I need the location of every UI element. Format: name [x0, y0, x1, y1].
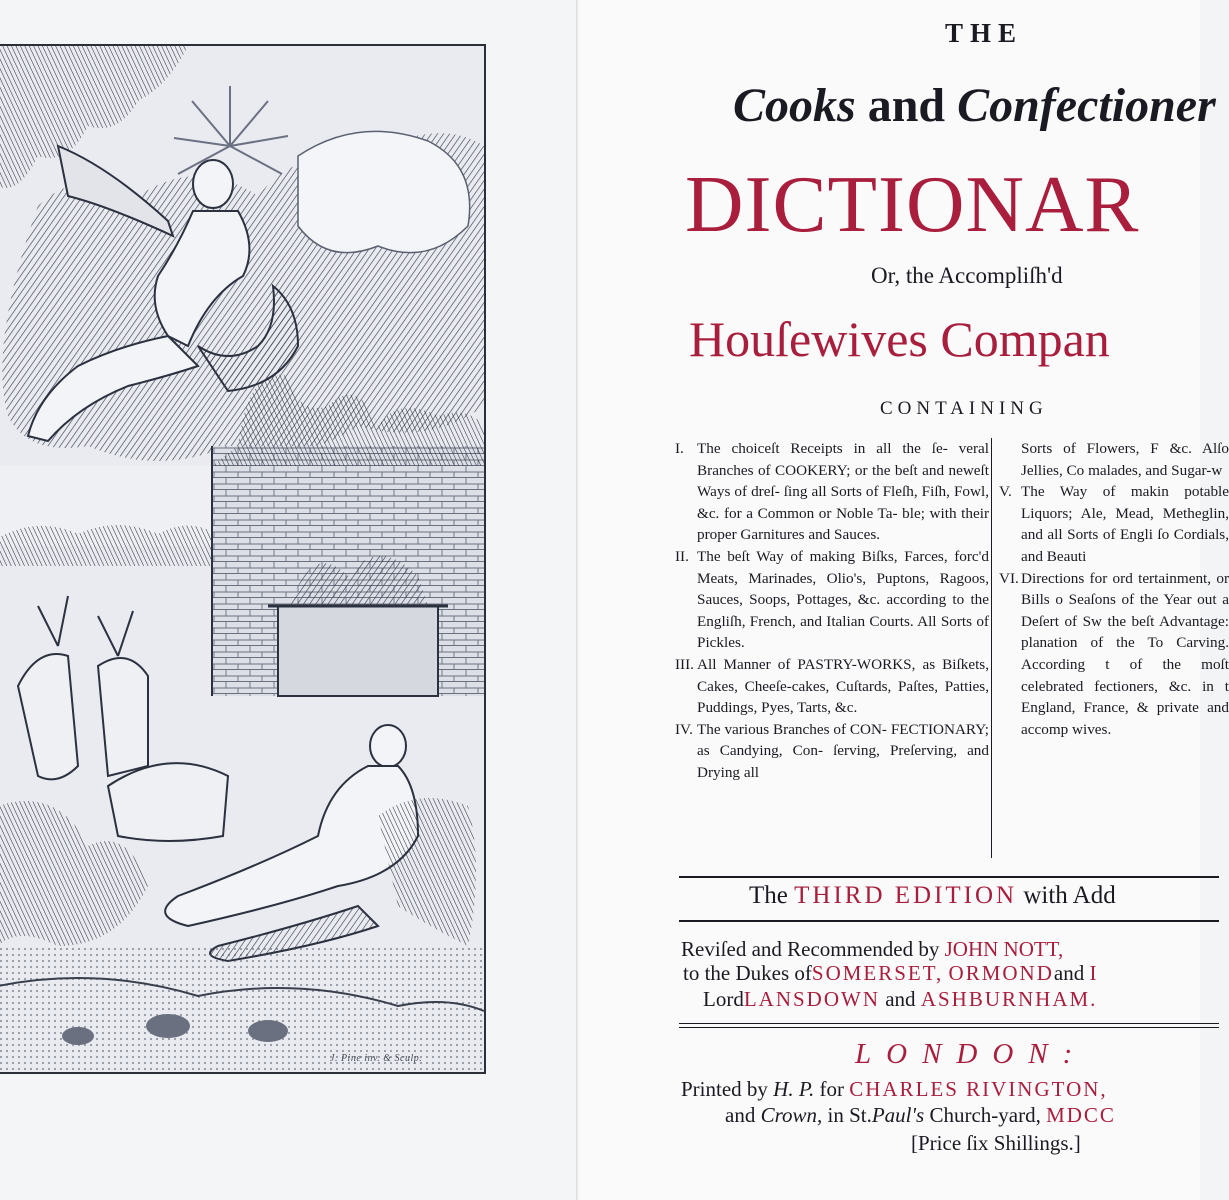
revised-by-line: Reviſed and Recommended by JOHN NOTT, — [681, 937, 1064, 961]
duke-ormond: ORMOND — [948, 961, 1054, 985]
double-rule-top — [679, 1023, 1219, 1024]
lord-ashburnham: ASHBURNHAM. — [920, 987, 1098, 1011]
contents-item-3: III. All Manner of PASTRY-WORKS, as Biſkets, Cakes, Cheeſe-cakes, Cuſtards, Paſtes, Patties, Puddings, Pyes, Tarts, &c. — [675, 655, 989, 717]
dukes-line: to the Dukes ofSOMERSET, ORMONDand I — [683, 961, 1097, 985]
place-london: LONDON: — [855, 1038, 1088, 1070]
contents-item-1: I. The choiceſt Receipts in all the ſe- veral Branches of COOKERY; or the beſt and neweſt Ways of dreſ- ſing all Sorts of Fleſh, Fiſh, Fowl, &c. for a Common or Noble Ta- ble; with their proper Garnitures and Sauces. — [675, 440, 989, 544]
lords-line: LordLANSDOWN and ASHBURNHAM. — [703, 987, 1098, 1011]
title-housewives: Houſewives Compan — [689, 311, 1110, 367]
lord-lansdown: LANSDOWN — [743, 987, 880, 1011]
duke-somerset: SOMERSET, — [811, 961, 944, 985]
title-cooks: Cooks — [733, 79, 856, 132]
rule-above-edition — [679, 876, 1219, 878]
publisher-name: CHARLES RIVINGTON, — [849, 1077, 1108, 1101]
column-divider — [991, 438, 992, 858]
contents-item-5: V. The Way of makin potable Liquors; Ale, Mead, Metheglin, and all Sorts of Engli ſo Cordials, and Beauti — [999, 483, 1229, 565]
left-page — [0, 0, 578, 1200]
price-line: [Price ſix Shillings.] — [911, 1131, 1081, 1155]
address-line: and Crown, in St.Paul's Church-yard, MDCC — [725, 1103, 1116, 1127]
contents-left-column — [675, 438, 989, 784]
engraver-credit: J. Pine inv. & Sculp. — [330, 1053, 423, 1064]
frontispiece-engraving — [0, 44, 486, 1074]
imprint-year: MDCC — [1046, 1103, 1116, 1127]
edition-line: The THIRD EDITION with Add — [749, 882, 1116, 909]
title-confectioners: Confectioner — [957, 79, 1216, 132]
containing-heading: CONTAINING — [880, 398, 1048, 419]
title-the: THE — [945, 18, 1024, 48]
frontispiece-illustration — [0, 46, 484, 1072]
author-name: JOHN NOTT, — [944, 937, 1064, 961]
title-cooks-line — [733, 78, 1216, 133]
contents-item-4-cont: Sorts of Flowers, F &c. Alſo Jellies, Co malades, and Sugar-w — [1021, 440, 1229, 479]
rule-below-edition — [679, 920, 1219, 922]
title-and: and — [867, 79, 946, 132]
double-rule-bottom — [679, 1027, 1219, 1028]
contents-item-2: II. The beſt Way of making Biſks, Farces, forc'd Meats, Marinades, Olio's, Puptons, Ragoos, Sauces, Soops, Pottages, &c. according to the Engliſh, French, and Italian Courts. All Sorts of Pickles. — [675, 547, 989, 652]
contents-item-4: IV. The various Branches of CON- FECTIONARY; as Candying, Con- ſerving, Preſerving, and Drying all — [675, 720, 989, 781]
contents-item-6: VI. Directions for ord tertainment, or Bills o Seaſons of the Year out a Deſert of Sw the beſt Advantage: planation of the To Carving. According t of the moſt celebrated fectioners, &c. in t England, France, & private and accomp wives. — [999, 569, 1229, 738]
title-page — [579, 0, 1229, 1200]
contents-right-column — [999, 438, 1229, 740]
printer-line: Printed by H. P. for CHARLES RIVINGTON, — [681, 1077, 1108, 1101]
title-dictionary: DICTIONAR — [685, 159, 1140, 249]
edition-number: THIRD EDITION — [794, 882, 1018, 909]
subtitle-or-line: Or, the Accompliſh'd — [871, 263, 1063, 288]
